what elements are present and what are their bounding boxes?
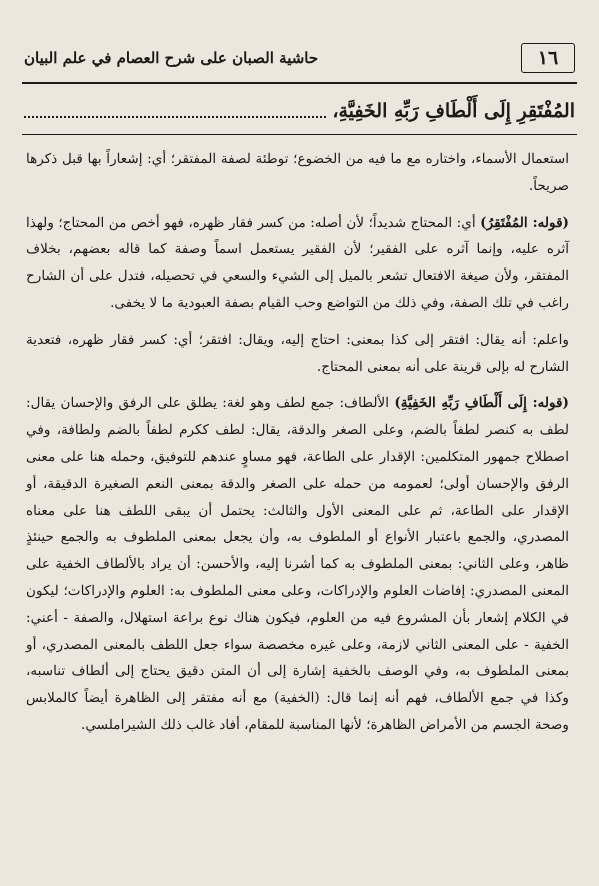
lemma-line	[24, 94, 575, 128]
paragraph-text: استعمال الأسماء، واختاره مع ما فيه من الخضوع؛ توطئة لصفة المفتقر؛ أي: إشعاراً بها قبل ذكرها صريحاً.	[26, 151, 569, 194]
lemma-text: المُفْتَقِرِ إِلَى أَلْطَافِ رَبِّهِ الخَفِيَّةِ،	[332, 100, 575, 122]
paragraph-4	[26, 390, 569, 738]
paragraph-keyword: (قوله: إِلَى أَلْطَافِ رَبِّهِ الخَفِيَّةِ)	[394, 395, 569, 412]
paragraph-text: الألطاف: جمع لطف وهو لغة: يطلق على الرفق والإحسان يقال: لطف به كنصر لطفاً بالضم، وعلى الصغر والدقة، يقال: لطف ككرم لطفاً بالضم ولطافة، وفي اصطلاح جمهور المتكلمين: الإقدار على الطاعة، فهو مساوٍ عندهم للتوفيق، وحمله هنا على معنى الرفق والإحسان أولى؛ لعمومه من حمله على الصغر والدقة بمعنى النعم الصغيرة الدقيقة، أو الإقدار على الطاعة، ثم على المعنى الأول والثالث: يحتمل أن يبقى اللطف هنا على معناه المصدري، والجمع باعتبار الأنواع أو الملطوف به، وأن يجعل بمعنى الملطوف به والجمع حينئذٍ ظاهر، وعلى الثاني: بمعنى الملطوف به كما أشرنا إليه، والأحسن: أن يراد بالألطاف الخفية على المعنى المصدري: إفاضات العلوم والإدراكات، وعلى معنى الملطوف به: العلوم والإدراكات؛ ليكون في الكلام إشعار بأن المشروع فيه من العلوم، فيكون هناك نوع براعة استهلال، والصفة - أعني: الخفية - على المعنى الثاني لازمة، وعلى غيره مخصصة سواء جعل اللطف بالمعنى المصدري، أو بمعنى الملطوف به، وفي الوصف بالخفية إشارة إلى أن المتن دقيق يحتاج إلى ألطاف تناسبه، وكذا في جمع الألطاف، فهم أنه إنما قال: (الخفية) مع أنه مفتقر إلى الظاهرة أيضاً كالملابس وصحة الجسم من الأمراض الظاهرة؛ لأنها المناسبة للمقام، أفاد غالب ذلك الشيراملسي.	[26, 395, 570, 733]
page-header	[24, 38, 575, 78]
paragraph-keyword: (قوله: المُفْتَقِرُ)	[480, 214, 569, 231]
paragraph-text: أي: المحتاج شديداً؛ لأن أصله: من كسر فقار ظهره، فهو أخص من المحتاج؛ ولهذا آثره عليه، وإنما آثره على الفقير؛ لأن الفقير يستعمل اسماً وصفة كما قاله بعضهم، بخلاف المفتقر، ولأن صيغة الافتعال تشعر بالميل إلى الشيء والسعي في تحصيله، فتدل على أن الشارح راغب في تلك الصفة، وفي ذلك من التواضع وحب القيام بصفة العبودية ما لا يخفى.	[26, 214, 569, 311]
paragraph-1	[26, 146, 569, 200]
lemma-rule	[22, 134, 577, 135]
paragraph-2	[26, 210, 569, 317]
lemma-dots	[24, 104, 326, 118]
commentary-body	[26, 146, 569, 856]
header-rule	[22, 82, 577, 84]
paragraph-text: واعلم: أنه يقال: افتقر إلى كذا بمعنى: احتاج إليه، ويقال: افتقر؛ أي: كسر فقار ظهره، فتعدية الشارح له بإلى قرينة على أنه بمعنى المحتاج.	[26, 331, 569, 375]
paragraph-3	[26, 327, 569, 381]
page-number: ١٦	[521, 43, 575, 73]
running-title: حاشية الصبان على شرح العصام في علم البيان	[24, 49, 319, 67]
